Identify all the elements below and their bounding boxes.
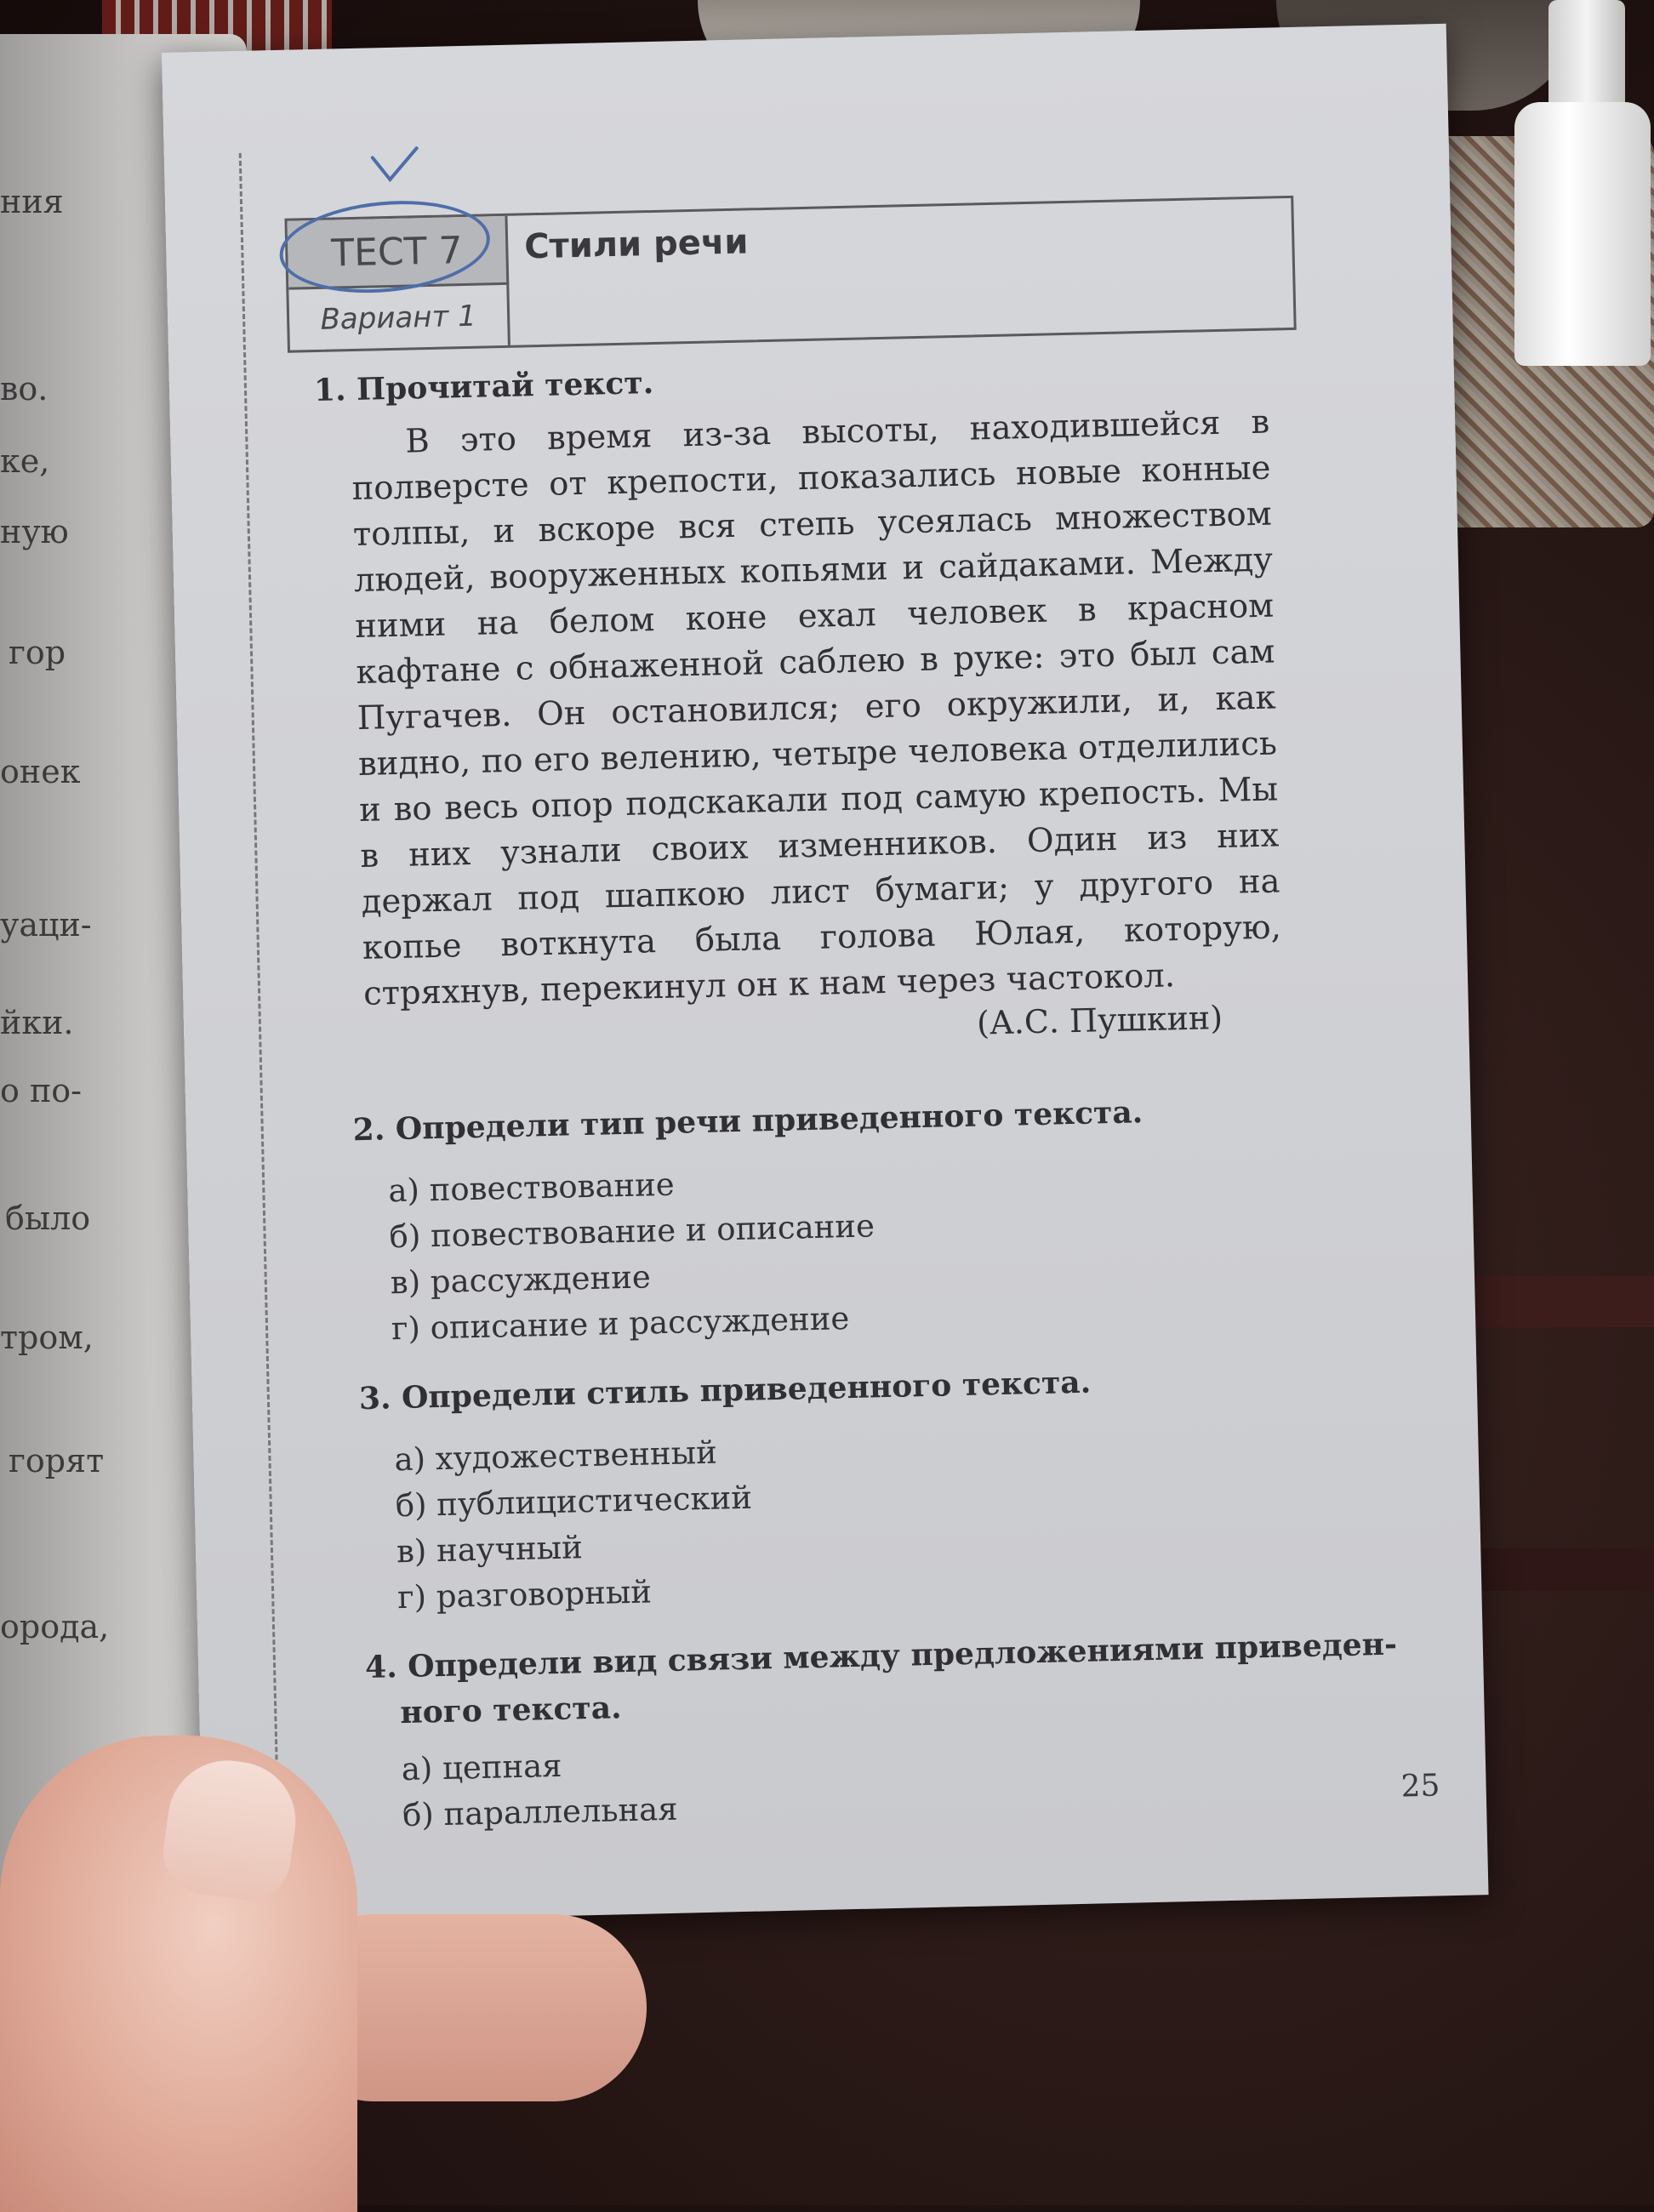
question-3-label: 3. Определи стиль приведенного текста. bbox=[358, 1364, 1092, 1417]
reading-passage bbox=[351, 400, 1283, 1018]
passage-text: В это время из-за высоты, находившейся в полверсте от крепости, показались новые конные толпы, и вскоре вся степь усеялась множеством людей, вооруженных копьями и сайдаками. Между ними на белом коне ехал человек в красном кафтане с обнаженной саблею в руке: это был сам Пугачев. Он остановился; его окружили, и, как видно, по его велению, четыре человека отделились и во весь опор подскакали под самую крепость. Мы в них узнали своих изменников. Один из них держал под шапкою лист бумаги; у другого на копье воткнута была голова Юлая, которую, стряхнув, перекинул он к нам через частокол. bbox=[351, 402, 1282, 1013]
left-fragment: йки. bbox=[0, 1004, 74, 1041]
question-1-label: 1. Прочитай текст. bbox=[313, 364, 654, 409]
left-fragment: онек bbox=[0, 753, 81, 790]
test-number: ТЕСТ 7 bbox=[288, 216, 510, 290]
left-fragment: ния bbox=[0, 183, 64, 220]
left-fragment: горят bbox=[9, 1442, 105, 1479]
shelf-edge-lower bbox=[1463, 1548, 1654, 1591]
left-fragment: гор bbox=[9, 634, 66, 671]
left-fragment: тром, bbox=[0, 1319, 94, 1356]
left-fragment: было bbox=[5, 1200, 91, 1237]
left-fragment: орода, bbox=[0, 1608, 110, 1645]
q2-option-d[interactable]: г) описание и рассуждение bbox=[391, 1300, 850, 1348]
left-fragment: о по- bbox=[0, 1072, 83, 1109]
passage-author: (А.С. Пушкин) bbox=[976, 999, 1223, 1042]
question-4-label-line2: ного текста. bbox=[399, 1690, 623, 1731]
page-number: 25 bbox=[1400, 1768, 1440, 1804]
q2-option-b[interactable]: б) повествование и описание bbox=[389, 1207, 875, 1256]
shelf-edge bbox=[1446, 1276, 1654, 1327]
topic-title: Стили речи bbox=[523, 222, 749, 267]
q4-option-b[interactable]: б) параллельная bbox=[402, 1790, 679, 1834]
question-4-label-line1: 4. Определи вид связи между предложениями приведен- bbox=[364, 1626, 1398, 1686]
q2-option-c[interactable]: в) рассуждение bbox=[390, 1258, 652, 1302]
left-fragment: во. bbox=[0, 370, 48, 408]
cut-line bbox=[239, 153, 282, 1906]
pen-check-icon bbox=[369, 145, 421, 188]
variant-label: Вариант 1 bbox=[288, 285, 510, 351]
bottle-cap bbox=[1548, 0, 1625, 119]
q3-option-d[interactable]: г) разговорный bbox=[396, 1573, 653, 1616]
q4-option-a[interactable]: а) цепная bbox=[401, 1747, 562, 1788]
q3-option-c[interactable]: в) научный bbox=[396, 1529, 584, 1571]
left-fragment: уаци- bbox=[0, 906, 92, 944]
test-header bbox=[284, 196, 1296, 353]
question-2-label: 2. Определи тип речи приведенного текста. bbox=[352, 1094, 1144, 1149]
q3-option-a[interactable]: а) художественный bbox=[394, 1434, 718, 1479]
left-fragment: ную bbox=[0, 513, 69, 550]
workbook-page bbox=[162, 24, 1489, 1924]
left-fragment: ке, bbox=[0, 442, 50, 480]
white-bottle bbox=[1514, 102, 1651, 366]
q3-option-b[interactable]: б) публицистический bbox=[395, 1479, 753, 1525]
q2-option-a[interactable]: а) повествование bbox=[387, 1166, 676, 1210]
